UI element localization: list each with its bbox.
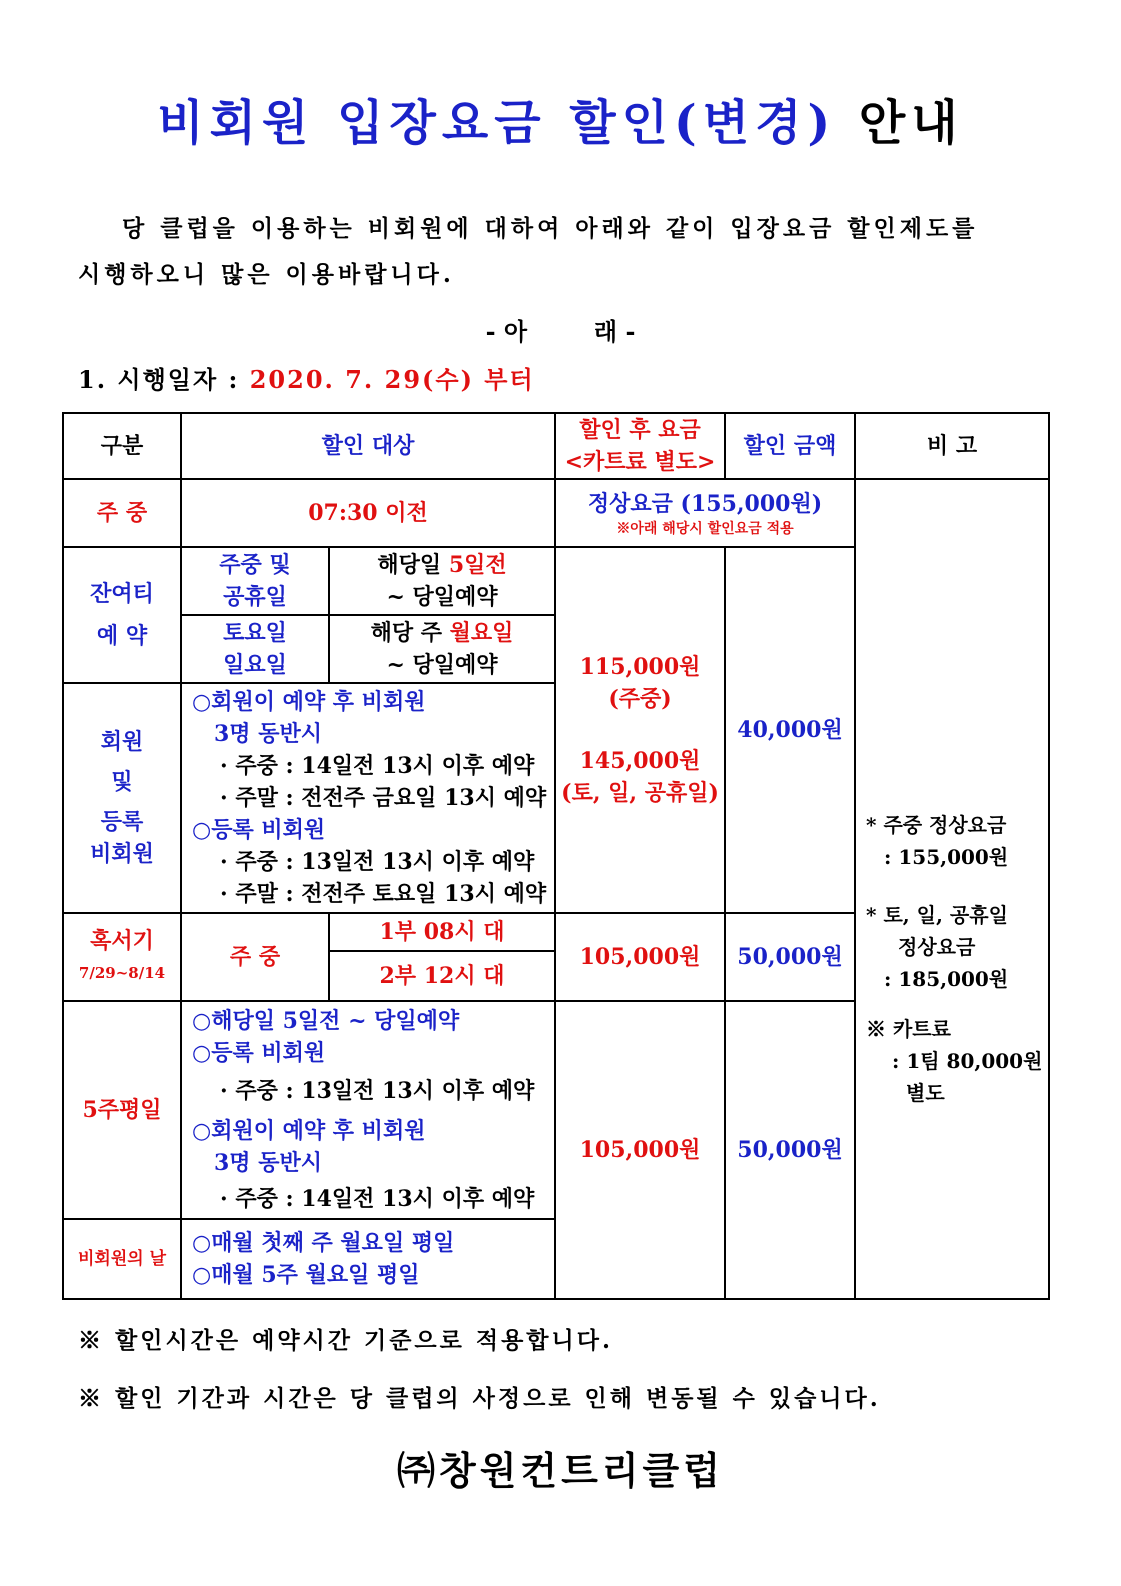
residual-cond-1-c: ~ 당일예약 — [386, 584, 498, 610]
remark-line: : 1팀 80,000원 — [892, 1049, 1043, 1073]
remark-line: 별도 — [906, 1081, 945, 1105]
five-week-discount: 50,000원 — [725, 1001, 855, 1299]
nonmember-day-target — [181, 1219, 555, 1299]
residual-day-2 — [181, 615, 329, 683]
residual-category-line1: 잔여티 — [90, 581, 154, 607]
table-row — [63, 479, 1049, 547]
remark-line: ※ 카트료 — [866, 1017, 951, 1041]
summer-category-label: 혹서기 — [90, 928, 154, 954]
summer-category — [63, 913, 181, 1001]
intro-paragraph — [78, 206, 1053, 298]
member-category-line: 비회원 — [90, 841, 154, 867]
discount-table — [62, 412, 1050, 1300]
header-remark: 비 고 — [855, 413, 1049, 479]
header-target: 할인 대상 — [181, 413, 555, 479]
summer-slot-2: 2부 12시 대 — [329, 951, 555, 1001]
member-category — [63, 683, 181, 913]
five-week-item: ○회원이 예약 후 비회원 — [192, 1118, 426, 1144]
remark-line: : 185,000원 — [884, 967, 1009, 991]
weekday-price-note: ※아래 해당시 할인요금 적용 — [616, 521, 794, 537]
title-suffix: 안내 — [836, 95, 964, 151]
residual-cond-1-a: 해당일 — [377, 552, 449, 578]
five-week-item: ○해당일 5일전 ~ 당일예약 — [192, 1008, 460, 1034]
remark-cell — [855, 479, 1049, 1299]
five-week-item: · 주중 : 14일전 13시 이후 예약 — [220, 1186, 535, 1212]
header-category: 구분 — [63, 413, 181, 479]
remark-line: * 토, 일, 공휴일 — [866, 903, 1008, 927]
residual-cond-1 — [329, 547, 555, 615]
remark-line: : 155,000원 — [884, 845, 1009, 869]
member-item: · 주중 : 14일전 13시 이후 예약 — [220, 753, 535, 779]
member-item: ○등록 비회원 — [192, 817, 326, 843]
nonmember-day-item: ○매월 5주 월요일 평일 — [192, 1262, 420, 1288]
nonmember-day-category: 비회원의 날 — [63, 1219, 181, 1299]
shared-price-b-note: (토, 일, 공휴일) — [561, 780, 719, 806]
member-category-line: 등록 — [100, 809, 144, 835]
five-week-item: · 주중 : 13일전 13시 이후 예약 — [220, 1078, 535, 1104]
summer-slot-1: 1부 08시 대 — [329, 913, 555, 951]
residual-day-1-line1: 주중 및 — [219, 552, 291, 578]
section-divider: - 아 래 - — [485, 317, 636, 346]
residual-day-2-line2: 일요일 — [223, 652, 287, 678]
shared-price-a: 115,000원 — [579, 654, 701, 680]
header-price-line1: 할인 후 요금 — [579, 417, 701, 443]
residual-category-line2: 예 약 — [96, 623, 148, 649]
residual-day-1-line2: 공휴일 — [223, 584, 287, 610]
shared-price — [555, 547, 725, 913]
residual-category — [63, 547, 181, 683]
residual-day-1 — [181, 547, 329, 615]
table-header-row — [63, 413, 1049, 479]
shared-price-b: 145,000원 — [579, 748, 701, 774]
five-week-item: ○등록 비회원 — [192, 1040, 326, 1066]
header-discount: 할인 금액 — [725, 413, 855, 479]
summer-period: 7/29~8/14 — [78, 964, 166, 982]
shared-discount: 40,000원 — [725, 547, 855, 913]
weekday-category: 주 중 — [63, 479, 181, 547]
residual-cond-2-b: 월요일 — [449, 620, 514, 646]
intro-line-1: 당 클럽을 이용하는 비회원에 대하여 아래와 같이 입장요금 할인제도를 — [122, 215, 979, 242]
residual-cond-2-c: ~ 당일예약 — [386, 652, 498, 678]
header-price-line2: <카트료 별도> — [564, 449, 716, 475]
remark-line: * 주중 정상요금 — [866, 813, 1007, 837]
member-item: 3명 동반시 — [214, 721, 322, 747]
member-item: · 주말 : 전전주 금요일 13시 예약 — [220, 785, 547, 811]
five-week-category: 5주평일 — [63, 1001, 181, 1219]
effective-date-value: 2020. 7. 29(수) 부터 — [249, 365, 535, 394]
note-1: ※ 할인시간은 예약시간 기준으로 적용합니다. — [78, 1327, 613, 1354]
page-title — [0, 84, 1121, 153]
summer-price: 105,000원 — [555, 913, 725, 1001]
remark-line: 정상요금 — [898, 935, 976, 959]
weekday-price-text: 정상요금 (155,000원) — [587, 491, 823, 517]
residual-cond-2 — [329, 615, 555, 683]
note-2: ※ 할인 기간과 시간은 당 클럽의 사정으로 인해 변동될 수 있습니다. — [78, 1385, 881, 1412]
member-item: · 주말 : 전전주 토요일 13시 예약 — [220, 881, 547, 907]
residual-cond-2-a: 해당 주 — [370, 620, 450, 646]
weekday-target: 07:30 이전 — [181, 479, 555, 547]
member-category-line: 회원 — [100, 729, 144, 755]
member-item: · 주중 : 13일전 13시 이후 예약 — [220, 849, 535, 875]
summer-discount: 50,000원 — [725, 913, 855, 1001]
residual-day-2-line1: 토요일 — [223, 620, 287, 646]
intro-line-2: 시행하오니 많은 이용바랍니다. — [78, 261, 455, 288]
residual-cond-1-b: 5일전 — [448, 552, 507, 578]
effective-date — [78, 360, 535, 395]
five-week-price: 105,000원 — [555, 1001, 725, 1299]
member-target — [181, 683, 555, 913]
summer-day: 주 중 — [181, 913, 329, 1001]
header-price — [555, 413, 725, 479]
member-item: ○회원이 예약 후 비회원 — [192, 689, 426, 715]
title-main: 비회원 입장요금 할인(변경) — [157, 95, 837, 151]
five-week-target — [181, 1001, 555, 1219]
company-name: ㈜창원컨트리클럽 — [397, 1448, 724, 1493]
weekday-price — [555, 479, 855, 547]
member-category-line: 및 — [111, 769, 133, 795]
shared-price-a-note: (주중) — [608, 686, 672, 712]
effective-date-label: 1. 시행일자 : — [78, 365, 250, 394]
nonmember-day-item: ○매월 첫째 주 월요일 평일 — [192, 1230, 455, 1256]
five-week-item: 3명 동반시 — [214, 1150, 322, 1176]
